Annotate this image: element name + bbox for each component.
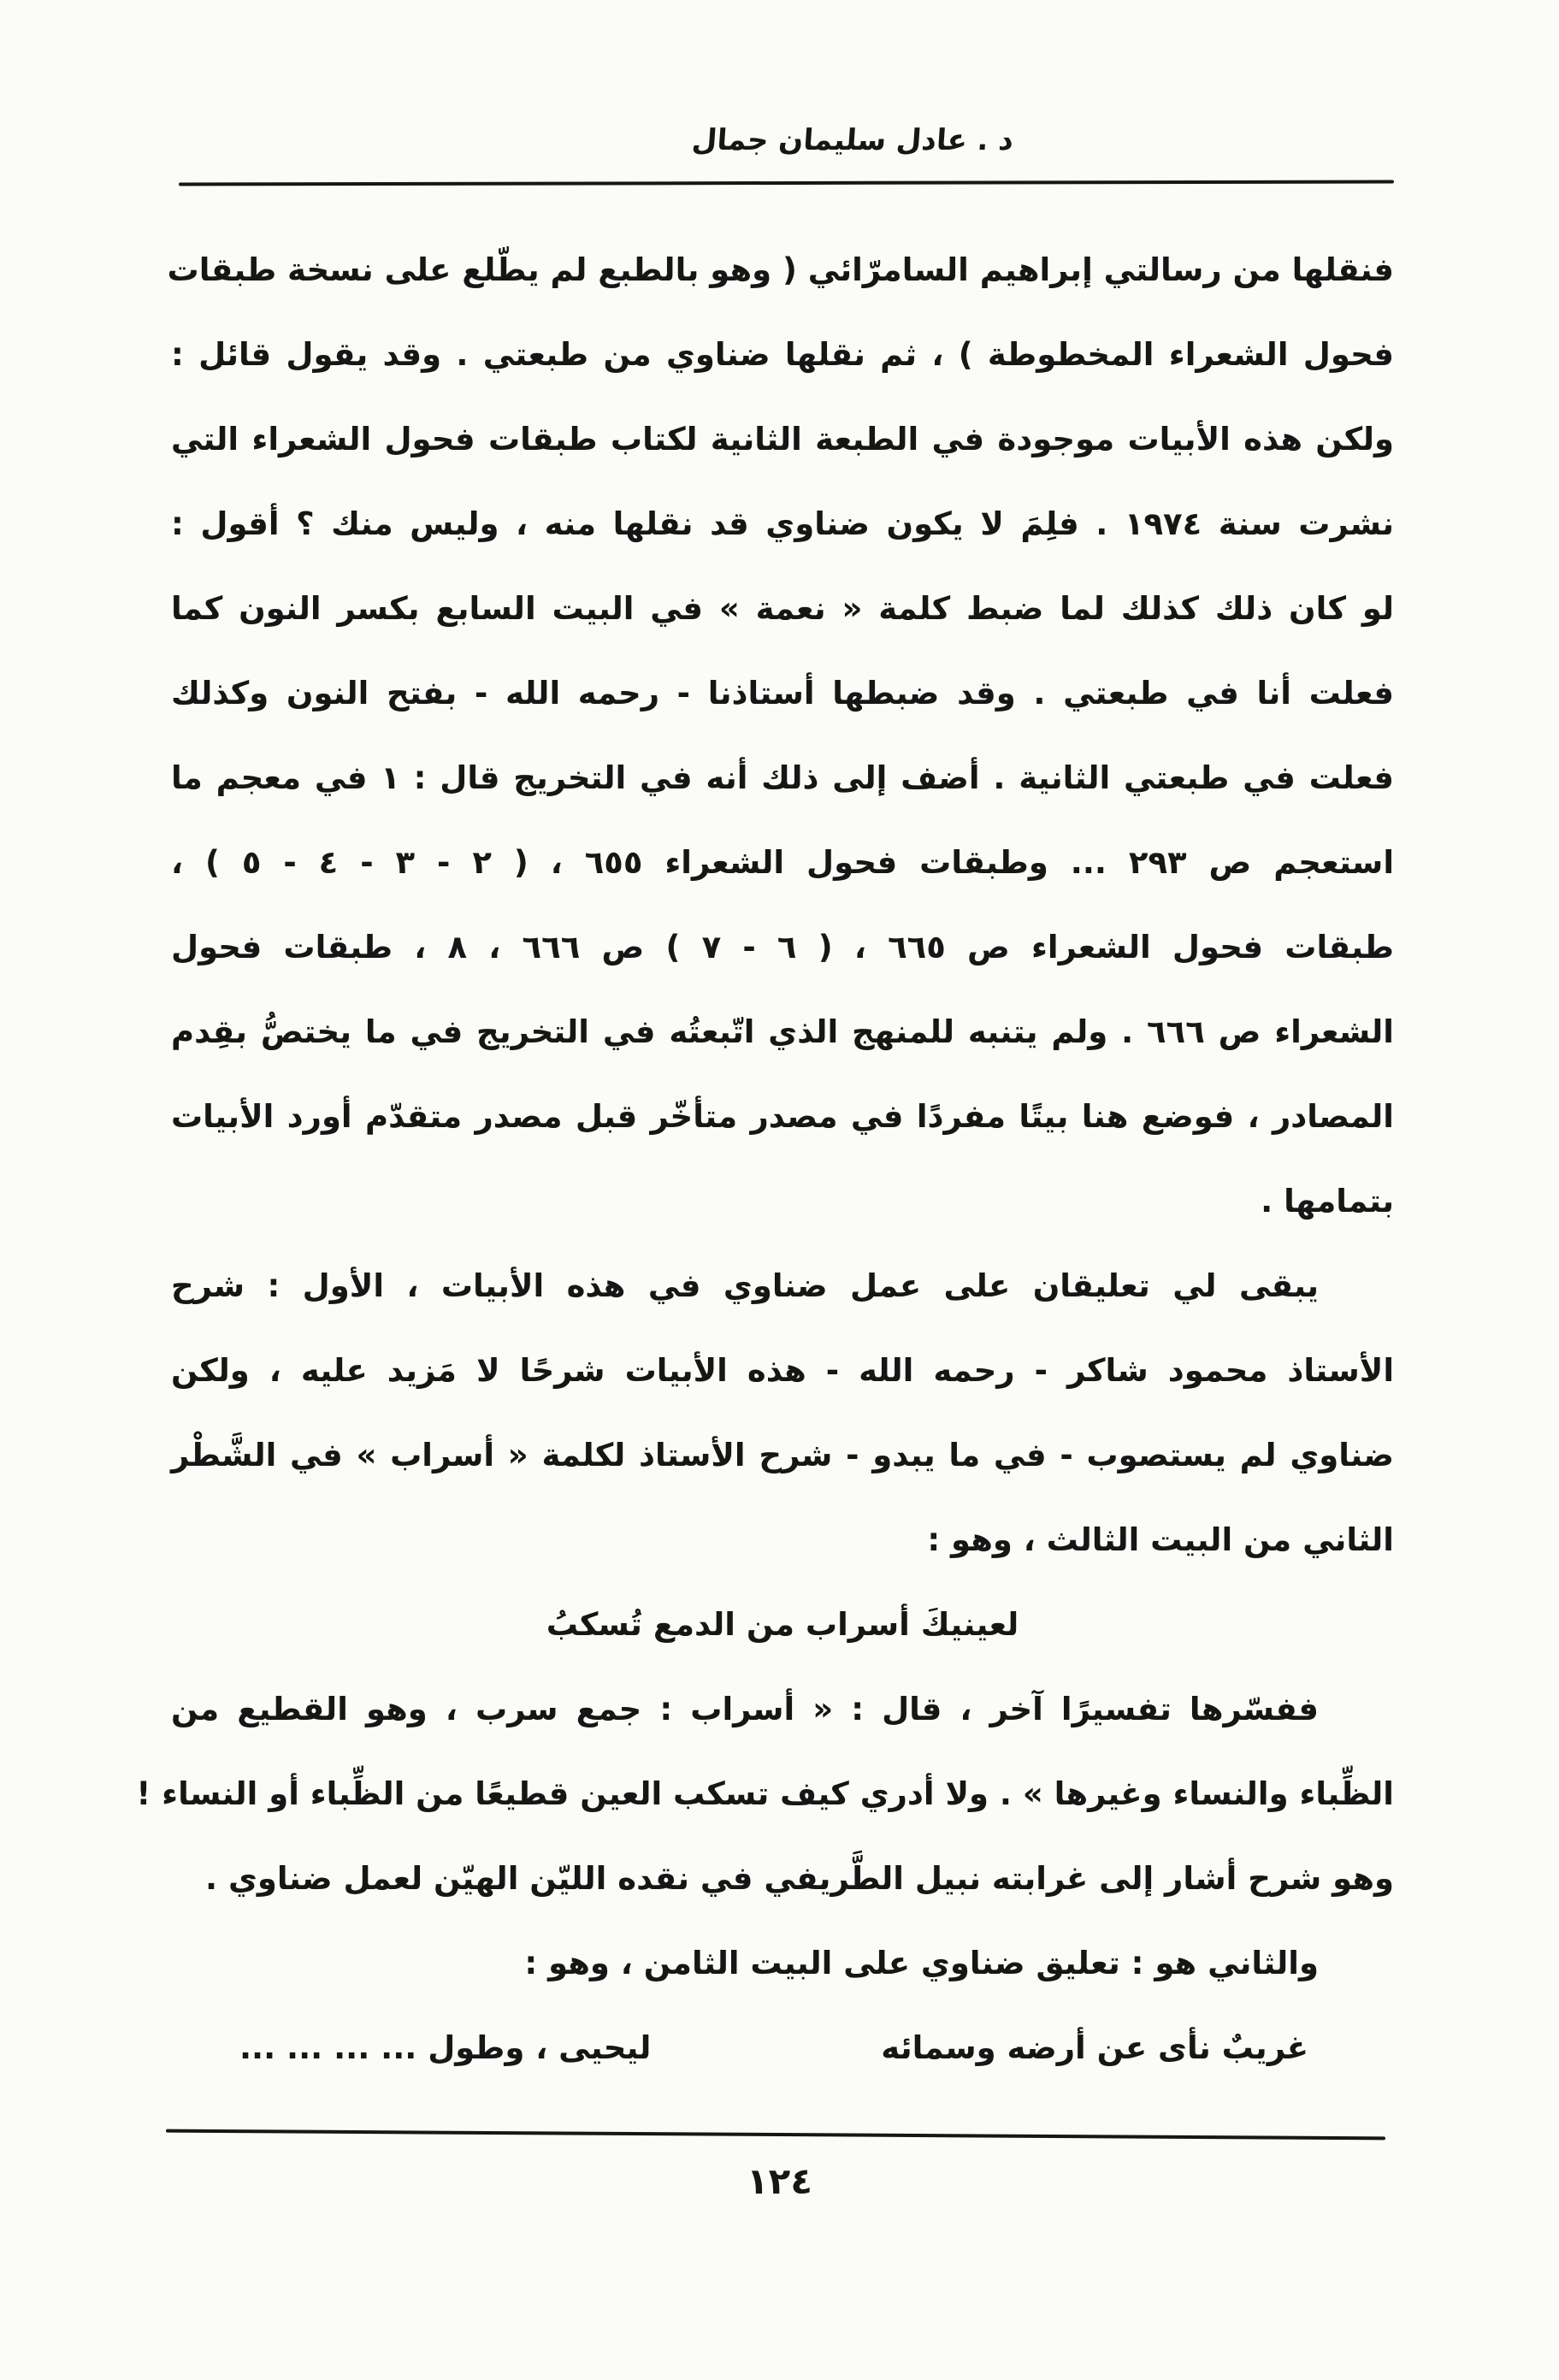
- page-number: ١٢٤: [747, 2160, 812, 2202]
- text-line: فنقلها من رسالتي إبراهيم السامرّائي ( وهو بالطبع لم يطّلع على نسخة طبقات: [167, 251, 1394, 288]
- verse-line: لعينيكَ أسراب من الدمع تُسكبُ: [546, 1606, 1019, 1643]
- body-flow: [136, 227, 1395, 2090]
- text-line: ضناوي لم يستصوب - في ما يبدو - شرح الأستاذ لكلمة « أسراب » في الشَّطْر: [171, 1437, 1394, 1473]
- text-line: فعلت في طبعتي الثانية . أضف إلى ذلك أنه في التخريج قال : ١ في معجم ما: [171, 759, 1394, 796]
- text-line: فحول الشعراء المخطوطة ) ، ثم نقلها ضناوي من طبعتي . وقد يقول قائل :: [171, 336, 1394, 373]
- verse-couplet: [171, 2005, 1394, 2090]
- text-line: بتمامها .: [1261, 1183, 1394, 1220]
- verse-hemistich-right: غريبٌ نأى عن أرضه وسمائه: [881, 2029, 1308, 2066]
- text-line: ففسّرها تفسيرًا آخر ، قال : « أسراب : جمع سرب ، وهو القطيع من: [171, 1691, 1319, 1727]
- text-line: فعلت أنا في طبعتي . وقد ضبطها أستاذنا - رحمه الله - بفتح النون وكذلك: [171, 675, 1394, 712]
- text-line: الثاني من البيت الثالث ، وهو :: [927, 1521, 1394, 1558]
- text-line: استعجم ص ٢٩٣ ... وطبقات فحول الشعراء ٦٥٥ ، ( ٢ - ٣ - ٤ - ٥ ) ،: [171, 844, 1395, 881]
- text-line: نشرت سنة ١٩٧٤ . فلِمَ لا يكون ضناوي قد نقلها منه ، وليس منك ؟ أقول :: [171, 505, 1394, 542]
- text-line: يبقى لي تعليقان على عمل ضناوي في هذه الأبيات ، الأول : شرح: [171, 1267, 1319, 1304]
- verse-hemistich-left: ليحيى ، وطول ... ... ... ...: [239, 2029, 652, 2066]
- text-line: الأستاذ محمود شاكر - رحمه الله - هذه الأبيات شرحًا لا مَزيد عليه ، ولكن: [171, 1352, 1394, 1389]
- text-line: ولكن هذه الأبيات موجودة في الطبعة الثانية لكتاب طبقات فحول الشعراء التي: [171, 421, 1394, 458]
- text-line: وهو شرح أشار إلى غرابته نبيل الطَّريفي في نقده الليّن الهيّن لعمل ضناوي .: [205, 1860, 1394, 1897]
- text-line: لو كان ذلك كذلك لما ضبط كلمة « نعمة » في البيت السابع بكسر النون كما: [171, 590, 1394, 627]
- text-line: الشعراء ص ٦٦٦ . ولم يتنبه للمنهج الذي اتّبعتُه في التخريج في ما يختصُّ بقِدم: [171, 1013, 1394, 1050]
- text-line: والثاني هو : تعليق ضناوي على البيت الثامن ، وهو :: [524, 1945, 1319, 1981]
- text-line: طبقات فحول الشعراء ص ٦٦٥ ، ( ٦ - ٧ ) ص ٦٦٦ ، ٨ ، طبقات فحول: [171, 929, 1394, 966]
- text-line: الظِّباء والنساء وغيرها » . ولا أدري كيف تسكب العين قطيعًا من الظِّباء أو النساء !: [136, 1775, 1394, 1812]
- header-rule: [179, 180, 1394, 186]
- text-line: المصادر ، فوضع هنا بيتًا مفردًا في مصدر متأخّر قبل مصدر متقدّم أورد الأبيات: [171, 1098, 1394, 1135]
- footer-rule: [166, 2129, 1385, 2141]
- page-header-author: د . عادل سليمان جمال: [690, 123, 1014, 157]
